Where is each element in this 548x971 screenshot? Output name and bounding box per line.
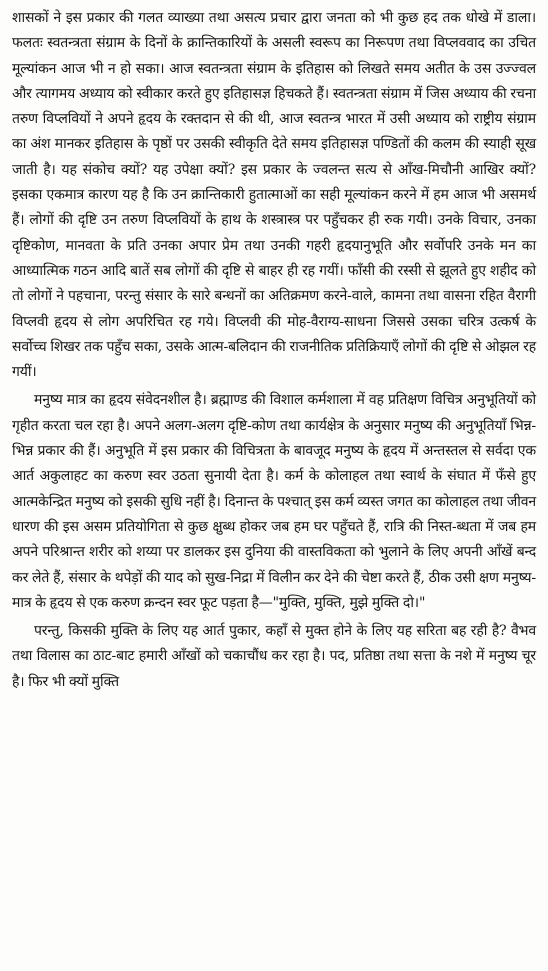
paragraph-2: मनुष्य मात्र का हृदय संवेदनशील है। ब्रह्माण्ड की विशाल कर्मशाला में वह प्रतिक्षण विचित्र अनुभूतियों को गृहीत करता चल रहा है। अपने अलग-अलग दृष्टि-कोण तथा कार्यक्षेत्र के अनुसार मनुष्य की अनुभूतियाँ भिन्न-भिन्न प्रकार की हैं। अनुभूति में इस प्रकार की विचित्रता के बावजूद मनुष्य के हृदय में अन्तस्तल से सर्वदा एक आर्त अकुलाहट का करुण स्वर उठता सुनायी देता है। कर्म के कोलाहल तथा स्वार्थ के संघात में फँसे हुए आत्मकेन्द्रित मनुष्य को इसकी सुधि नहीं है। दिनान्त के पश्चात् इस कर्म व्यस्त जगत का कोलाहल तथा जीवन धारण की इस असम प्रतियोगिता से कुछ क्षुब्ध होकर जब हम घर पहुँचते हैं, रात्रि की निस्त-ब्धता में जब हम अपने परिश्रान्त शरीर को शय्या पर डालकर इस दुनिया की वास्तविकता को भुलाने के लिए अपनी आँखें बन्द कर लेते हैं, संसार के थपेड़ों की याद को सुख-निद्रा में विलीन कर देने की चेष्टा करते हैं, ठीक उसी क्षण मनुष्य-मात्र के हृदय से एक करुण क्रन्दन स्वर फूट पड़ता है—"मुक्ति, मुक्ति, मुझे मुक्ति दो।" <box>12 392 536 611</box>
paragraph-1: शासकों ने इस प्रकार की गलत व्याख्या तथा असत्य प्रचार द्वारा जनता को भी कुछ हद तक धोखे में डाला। फलतः स्वतन्त्रता संग्राम के दिनों के क्रान्तिकारियों के असली स्वरूप का निरूपण तथा विप्लववाद का उचित मूल्यांकन आज भी न हो सका। आज स्वतन्त्रता संग्राम के इतिहास को लिखते समय अतीत के उस उज्ज्वल और त्यागमय अध्याय को स्वीकार करते हुए इतिहासज्ञ हिचकते हैं। स्वतन्त्रता संग्राम में जिस अध्याय की रचना तरुण विप्लवियों ने अपने हृदय के रक्तदान से की थी, आज स्वतन्त्र भारत में उसी अध्याय को राष्ट्रीय संग्राम का अंश मानकर इतिहास के पृष्ठों पर उसकी स्वीकृति देते समय इतिहासज्ञ पण्डितों की कलम की स्याही सूख जाती है। यह संकोच क्यों? यह उपेक्षा क्यों? इस प्रकार के ज्वलन्त सत्य से आँख-मिचौनी आखिर क्यों? इसका एकमात्र कारण यह है कि उन क्रान्तिकारी हुतात्माओं का सही मूल्यांकन करने में हम आज भी असमर्थ हैं। लोगों की दृष्टि उन तरुण विप्लवियों के हाथ के शस्त्रास्त्र पर पहुँचकर ही रुक गयी। उनके विचार, उनका दृष्टिकोण, मानवता के प्रति उनका अपार प्रेम तथा उनकी गहरी हृदयानुभूति और सर्वोपरि उनके मन का आध्यात्मिक गठन आदि बातें सब लोगों की दृष्टि से बाहर ही रह गयीं। फाँसी की रस्सी से झूलते हुए शहीद को तो लोगों ने पहचाना, परन्तु संसार के सारे बन्धनों का अतिक्रमण करने-वाले, कामना तथा वासना रहित वैरागी विप्लवी हृदय से लोग अपरिचित रह गये। विप्लवी की मोह-वैराग्य-साधना जिससे उसका चरित्र उत्कर्ष के सर्वोच्च शिखर तक पहुँच सका, उसके आत्म-बलिदान की राजनीतिक प्रतिक्रियाएँ लोगों की दृष्टि से ओझल रह गयीं। <box>12 10 536 381</box>
paragraph-3: परन्तु, किसकी मुक्ति के लिए यह आर्त पुकार, कहाँ से मुक्त होने के लिए यह सरिता बह रही है? वैभव तथा विलास का ठाट-बाट हमारी आँखों को चकाचौंध कर रहा है। पद, प्रतिष्ठा तथा सत्ता के नशे में मनुष्य चूर है। फिर भी क्यों मुक्ति <box>12 623 536 690</box>
